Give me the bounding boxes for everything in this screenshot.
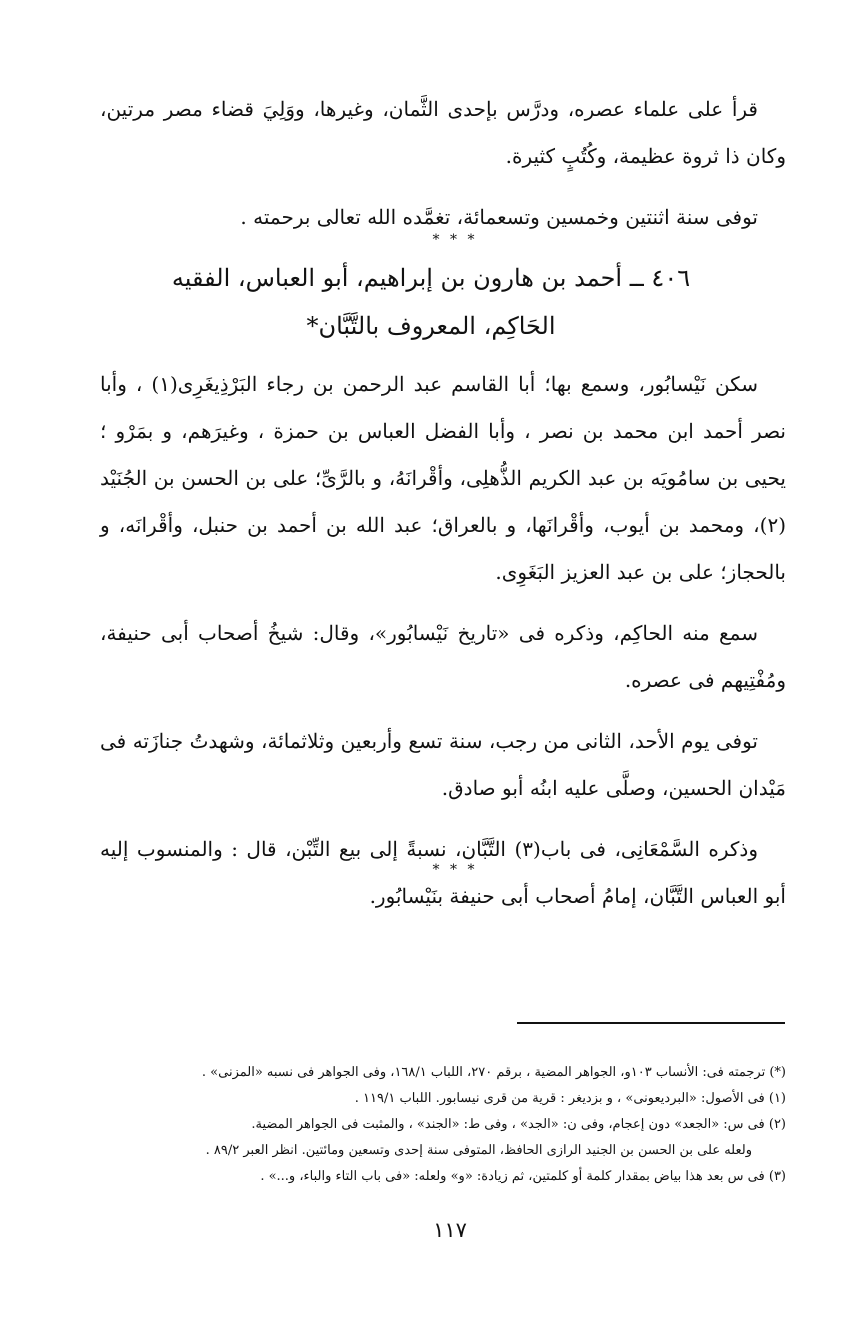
entry-heading [140,254,722,350]
footnote-divider [517,1022,785,1024]
entry-body [100,361,786,920]
entry-heading-line2: الحَاكِم، المعروف بالتَّبَّان* [306,312,556,340]
footnote-1: (١) فى الأصول: «البرديعونى» ، و بزديغر : قرية من قرى نيسابور. اللباب ١١٩/١ . [354,1091,786,1106]
footnote-star: (*) ترجمته فى: الأنساب ١٠٣و، الجواهر المضية ، برقم ٢٧٠، اللباب ١٦٨/١، وفى الجواهر فى نسبه «المزنى» . [201,1065,786,1080]
footnotes [160,1060,786,1190]
entry-paragraph-death: توفى يوم الأحد، الثانى من رجب، سنة تسع وأربعين وثلاثمائة، وشهدتُ جنازَته فى مَيْدان الحسين، وصلَّى عليه ابنُه أبو صادق. [100,729,786,800]
entry-paragraph-students: سمع منه الحاكِم، وذكره فى «تاريخ نَيْسابُور»، وقال: شيخُ أصحاب أبى حنيفة، ومُفْتِيهم فى عصره. [100,621,786,692]
entry-heading-line1: ٤٠٦ ــ أحمد بن هارون بن إبراهيم، أبو العباس، الفقيه [171,264,691,292]
footnote-2-continuation: ولعله على بن الحسن بن الجنيد الرازى الحافظ، المتوفى سنة إحدى وتسعين ومائتين. انظر العبر ٨٩/٢ . [205,1143,752,1158]
page-number: ١١٧ [433,1218,467,1242]
section-separator-end: * * * [432,862,478,878]
footnote-3: (٣) فى س بعد هذا بياض بمقدار كلمة أو كلمتين، ثم زيادة: «و» ولعله: «فى باب التاء والباء، و...» . [260,1169,786,1184]
entry-paragraph-teachers: سكن نَيْسابُور، وسمع بها؛ أبا القاسم عبد الرحمن بن رجاء البَرْذِيغَرِى(١) ، وأبا نصر أحمد ابن محمد بن نصر ، وأبا الفضل العباس بن حمزة ، وغيرَهم، و بمَرْو ؛ يحيى بن سامُويَه بن عبد الكريم الذُّهلِى، وأقْرانَهُ، و بالرَّىِّ؛ على بن الحسن بن الجُنَيْد (٢)، ومحمد بن أيوب، وأقْرانَها، و بالعراق؛ عبد الله بن أحمد بن حنبل، وأقْرانَه، و بالحجاز؛ على بن عبد العزيز البَغَوِى. [100,372,786,584]
death-notice-paragraph: توفى سنة اثنتين وخمسين وتسعمائة، تغمَّده الله تعالى برحمته . [240,205,758,229]
intro-section [100,86,786,241]
footnote-2: (٢) فى س: «الجعد» دون إعجام، وفى ن: «الجد» ، وفى ط: «الجند» ، والمثبت فى الجواهر المضية. [251,1117,786,1132]
section-separator: * * * [432,232,478,248]
intro-paragraph: قرأ على علماء عصره، ودرَّس بإحدى الثَّمان، وغيرها، ووَلِيَ قضاء مصر مرتين، وكان ذا ثروة عظيمة، وكُتُبٍ كثيرة. [100,97,786,168]
entry-paragraph-nisba: وذكره السَّمْعَانِى، فى باب(٣) التَّبَّان، نسبةً إلى بيع التِّبْن، قال : والمنسوب إليه أبو العباس التَّبَّان، إمامُ أصحاب أبى حنيفة بنَيْسابُور. [100,837,786,908]
